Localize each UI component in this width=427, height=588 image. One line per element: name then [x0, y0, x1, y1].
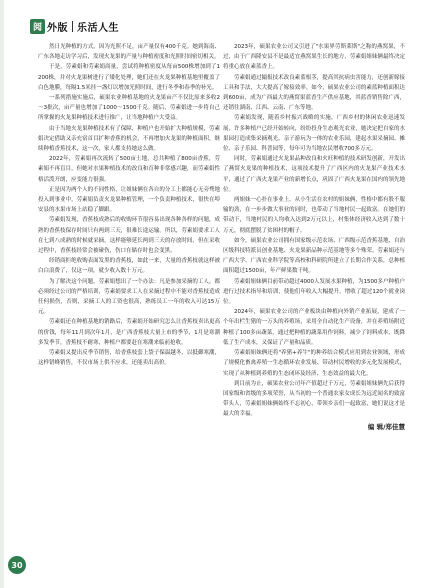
- header-divider: [72, 21, 73, 32]
- paragraph: 正是因为两个人的不同性格，让姐妹俩在各自的分工上都能心无旁骛地投入到事业中，劳素娟负责火龙果种植管理，一个负责种植技术，很快在埠安县的水果市场上站稳了脚跟。: [38, 186, 220, 214]
- page-edge-bar: [0, 0, 4, 588]
- paragraph: 2022年，劳素娟再次流转了500亩土地，总共种植了800亩香蕉，劳素娟不再盲目，但她对水果种植技术的改良和育种非常感兴趣，而劳素娟性格活泼开朗，应变能力很强。: [38, 156, 220, 183]
- paragraph: 同时，劳素娟通过火龙果品种改良和火旺种植的技术研发创新，开发出了燕窝火龙果的种植技术，这项技术提升了广西区内的火龙果产业技术水平，通过了广西火龙果产业的新增长点，巩固了广西火龙果在国内的领先地位。: [223, 156, 405, 193]
- paragraph: 然日光种植的方式，因为光照不足，亩产量仅有400千克。她到海南、广东各地走访学习后，发现火龙果的产量与种植密度和光照时间密切相关。: [38, 44, 220, 61]
- paragraph: 到目前为止，硕果农业公司年产值超过千万元，劳素娟姐妹俩先后获得国家级和省级的多项荣誉，从当初的一个普通农家女成长为远近闻名的致富带头人，劳素娟姐妹俩始终不忘初心，带领乡亲们一起致富，她们说这才是最大的幸福。: [223, 380, 405, 418]
- paragraph: 一系列措施实施后，硕果农业种植基地的火龙果亩产不仅比原来多收2～3批次，亩产量也增加了1000～1500千克。随后，劳素娟进一步将自己所掌握的火龙果种植技术进行推广，让当地种植户大受益。: [38, 95, 220, 122]
- right-column: [223, 42, 405, 558]
- paragraph: 如今，硕果农业公司拥有国家级示范农场、广西级示范香蕉基地、自治区级科技特派员创业基地、火龙果新品种示范基地等多个殊荣。劳素娟还与广西大学、广西农业科学院等高校和科研院所建立了长期合作关系，总种植面积超过1500亩，年产鲜果数千吨。: [223, 237, 405, 275]
- article-body: [38, 42, 405, 558]
- paragraph: 劳素娟发现，随着乡村振兴战略的实施，广西乡村的休闲农业迅速发展，许多种植户已经开始转向，纷纷投身生态观光农业，她决定把自家的水果园打造成集采摘观光、亲子游玩为一体的农业乐园，建起水果采摘园、摊位、亲子乐园、科普园等，每年可为当地农民增收700多万元。: [223, 115, 405, 153]
- editor-credit: 编 辑/郑佳慧: [367, 422, 405, 431]
- page-number: 30: [8, 556, 26, 574]
- column-title: 乐活人生: [77, 22, 120, 34]
- paragraph: 2024年，硕果农业公司的产业板块由种植向外销产业拓展，建成了一个年出栏生猪的一万头的养殖场，采用全自动化生产设备，并在养殖场附近种植了100多亩蔬菜，通过把种植的蔬菜用作饲料，减少了饲料成本，既降低了生产成本，又保证了产量和品质。: [223, 309, 405, 346]
- paragraph: 劳素娟还在种植基地的销路后，劳素娟开始研究怎么让香蕉枝卖出更高的价钱，每年11月到次年1月，是广西香蕉枝大量上市的季节，1月是寒潮多发季节，香蕉枝不耐寒，种植户都要赶在寒潮来临前抢收。: [38, 319, 220, 346]
- section-label: 外版: [47, 22, 69, 34]
- paragraph: 劳素娟通过撮报技术改良素蓝根茎，提高其抗病虫害能力，还创新嫁接工具和手法，大大提高了嫁接效率。如今，硕果农业公司的素蓝种植面积达到600亩，成为广西最大的燕窝果蓝香生产供应基地，其蓝香销售除广西，还销往湖南、江西、云南、广东等地。: [223, 74, 405, 112]
- paragraph: 两姐妹一心扑在事业上，从小生活在农村的姐妹俩，性格中都有股不服输的劲，在一步步做大事业的同时，也带动了当地村民一起致富。在她们的带动下，当地村民的人均收入达到2万元以上，村集体经济收入达到了数十万元，彻底摆脱了贫困村的帽子。: [223, 197, 405, 234]
- section-header: [30, 18, 119, 34]
- paragraph: 劳素娟又提出反季节销售，给香蕉枝套上袋子保温越冬，以抵御寒潮，这样错峰销售，不仅市场上供不应求，还能卖出高价。: [38, 350, 220, 367]
- left-column: [38, 42, 220, 558]
- paragraph: 劳素娟发现，香蕉枝成熟后的收购环节很容易出现各种各样的问题，成熟的香蕉枝保存时间只有两到三天，很难长途运输。所以，劳素娟要求工人在七到八成熟的时候就采摘，这样能够延长两到三天的存放时间，但在采收过程中，香蕉枝经常会被碰伤，伤口在储存时也会变黑。: [38, 217, 220, 255]
- paragraph: 为了解决这个问题，劳素娟想出了一个办法：凡是参加采摘的工人，都必须经过公司的严格培训，劳素娟要求工人在采摘过程中不能对香蕉枝造成任何损伤，否则，采摘工人的工资也很高，熟练员工一年的收入可达15万元。: [38, 278, 220, 316]
- paragraph: 由于当地火龙果种植技术有了保障，种植户也开始扩大种植规模，劳素娟决定借助又亲充宿首目扩种香蕉的机会，不再增加火龙果的种植面积，继续种植香蕉技术，这一次，家人都支持她这么做。: [38, 125, 220, 153]
- paragraph: 2023年，硕果农业公司又引进了"水果界劳斯莱斯"之称的燕窝果，不过，由于广西隆安县不是最适宜燕窝果生长的地方，劳素娟姐妹俩最终决定将重心放在素蓝香上。: [223, 44, 405, 71]
- paragraph: 劳素娟姐妹俩还将"养猪+养牛"的种养结合模式应用到农业领域，形成了规模化畜禽养殖一生态循环农业发展、带动村民增收的多元化发展模式，实现了从种植到养殖的生态闭环及经济、生态效益的最大化。: [223, 350, 405, 377]
- paragraph: 于是，劳素娟和劳素娟商量，尝试将种植密度从每亩500株增加到了1200株，并对火龙果树进行了矮化处理，她们还在火龙果种植基地里覆盖了白色地膜，每隔1.5米挂一盏灯以增加光照时间，进行冬季和春季的补光。: [38, 64, 220, 91]
- paragraph: 劳素娟姐妹俩目前带动超过4000人发展水果种植，为1500多户种植户进行过技术指导和培训，使他们年收入大幅提升，增收了超过120个就业岗位。: [223, 278, 405, 306]
- section-badge: 阅: [30, 19, 45, 34]
- paragraph: 经销商拒绝收购表面发黑的香蕉枝，如此一来，大量的香蕉枝就这样被白白浪费了，仅这一项，就少收入数十万元。: [38, 258, 220, 275]
